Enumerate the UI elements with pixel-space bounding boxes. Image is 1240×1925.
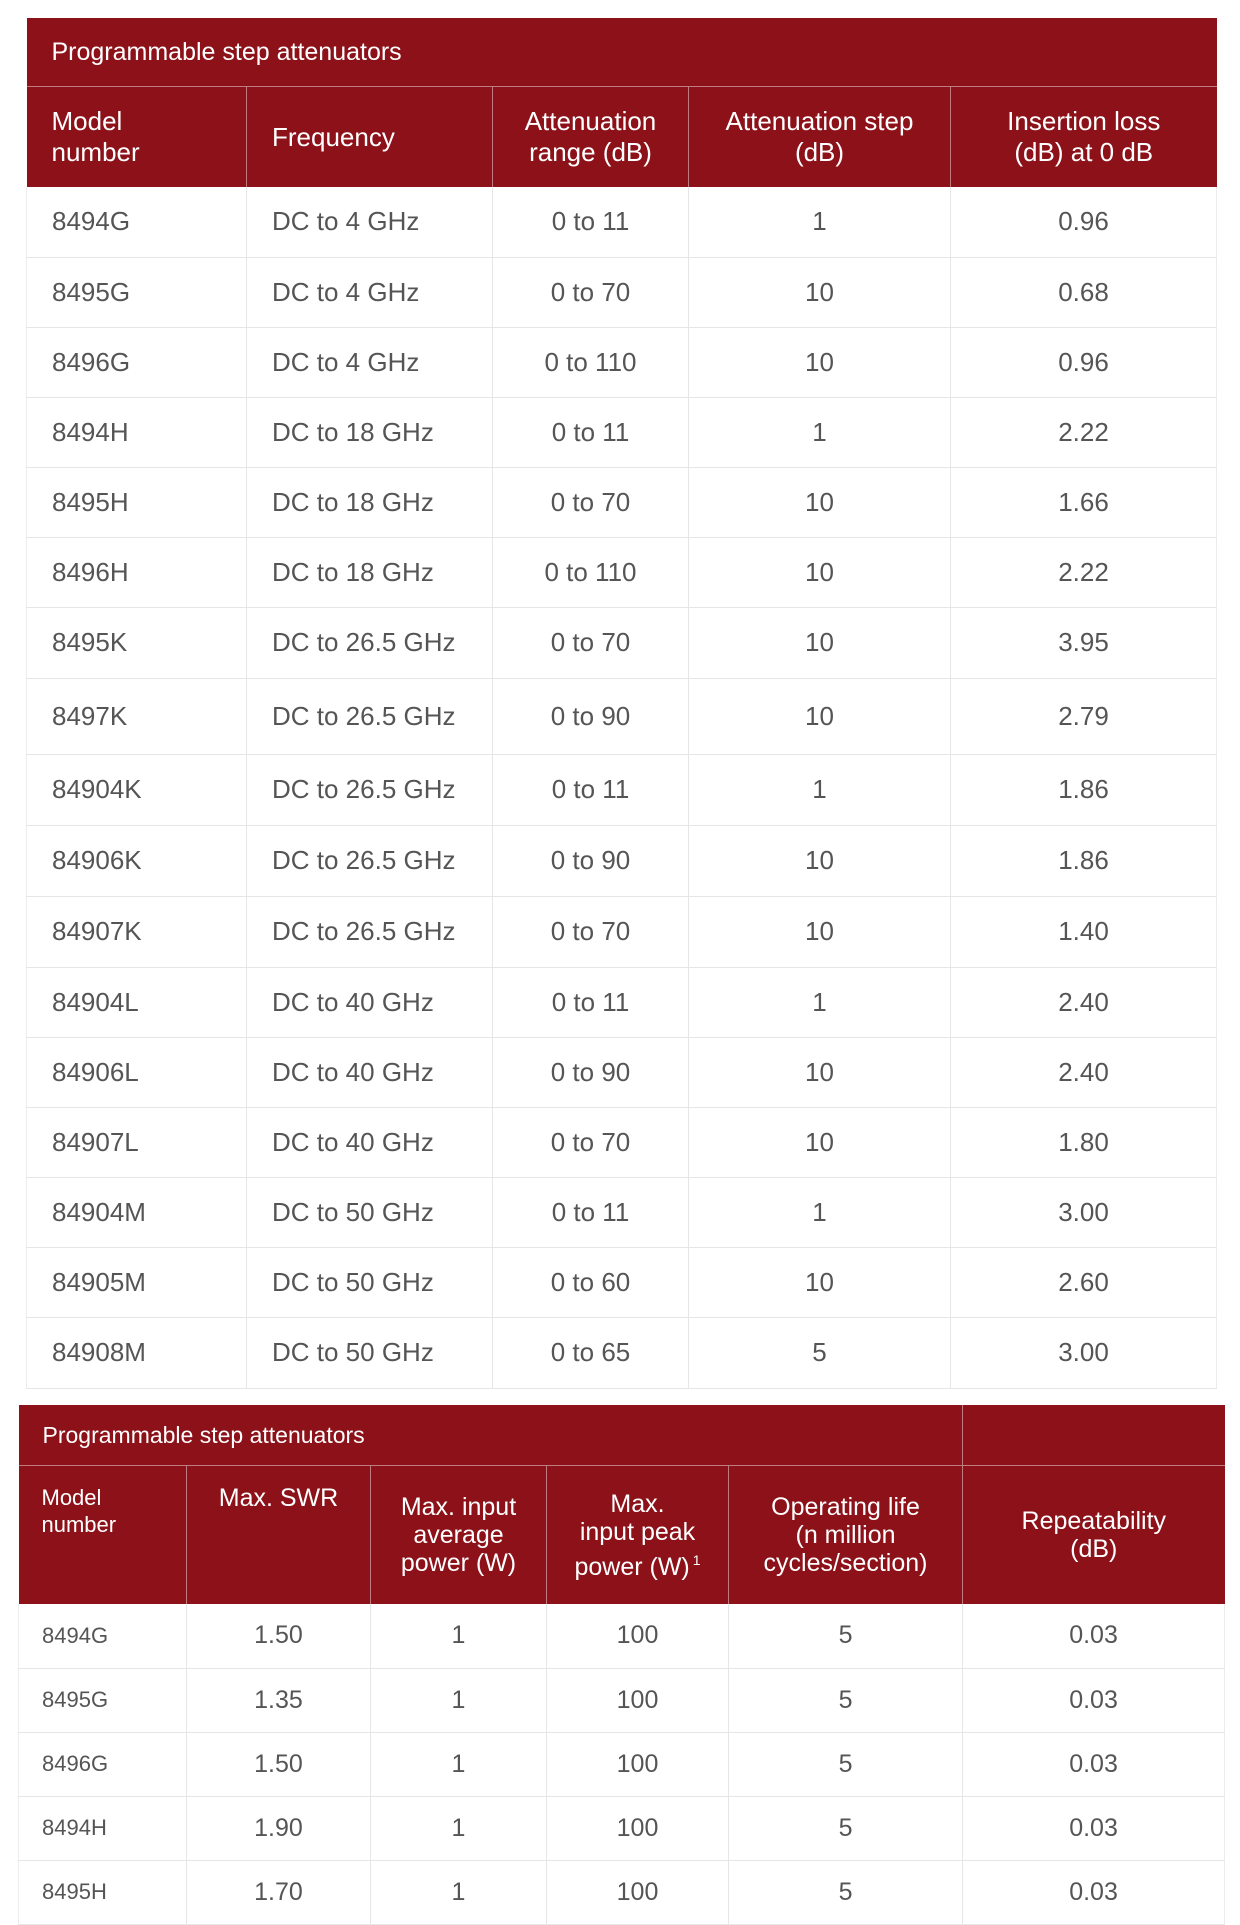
- cell-attenuation-range: 0 to 70: [493, 896, 689, 967]
- cell-max-input-peak-power: 100: [547, 1604, 729, 1668]
- cell-model-number: 84904L: [27, 967, 247, 1037]
- cell-model-number: 8495H: [27, 467, 247, 537]
- table-row: [27, 327, 1217, 397]
- cell-model-number: 8496G: [19, 1732, 187, 1796]
- cell-repeatability: 0.03: [963, 1732, 1225, 1796]
- table-row: [19, 1604, 1225, 1668]
- column-header-attenuation-range: Attenuation range (dB): [493, 87, 689, 188]
- cell-attenuation-step: 10: [689, 825, 951, 896]
- table-row: [27, 187, 1217, 257]
- table-row: [19, 1860, 1225, 1924]
- table-row: [19, 1668, 1225, 1732]
- table-row: [27, 1177, 1217, 1247]
- table-row: [19, 1732, 1225, 1796]
- cell-model-number: 8496G: [27, 327, 247, 397]
- cell-frequency: DC to 50 GHz: [247, 1317, 493, 1388]
- cell-max-swr: 1.50: [187, 1604, 371, 1668]
- cell-insertion-loss: 0.96: [951, 187, 1217, 257]
- table-row: [27, 754, 1217, 825]
- table-row: [27, 678, 1217, 754]
- table-row: [27, 1247, 1217, 1317]
- cell-model-number: 8495G: [19, 1668, 187, 1732]
- cell-operating-life: 5: [729, 1796, 963, 1860]
- cell-insertion-loss: 3.00: [951, 1177, 1217, 1247]
- column-header-max-input-peak-power: Max. input peak power (W) $^1$: [547, 1466, 729, 1605]
- cell-attenuation-step: 10: [689, 678, 951, 754]
- cell-frequency: DC to 18 GHz: [247, 537, 493, 607]
- cell-insertion-loss: 1.80: [951, 1107, 1217, 1177]
- table-row: [27, 467, 1217, 537]
- cell-insertion-loss: 2.22: [951, 537, 1217, 607]
- cell-attenuation-step: 1: [689, 1177, 951, 1247]
- table-body: [19, 1604, 1225, 1924]
- cell-max-swr: 1.90: [187, 1796, 371, 1860]
- cell-operating-life: 5: [729, 1860, 963, 1924]
- cell-insertion-loss: 3.95: [951, 607, 1217, 678]
- table-title: Programmable step attenuators: [51, 37, 402, 66]
- cell-frequency: DC to 50 GHz: [247, 1177, 493, 1247]
- cell-max-input-average-power: 1: [371, 1860, 547, 1924]
- cell-repeatability: 0.03: [963, 1860, 1225, 1924]
- cell-model-number: 84906K: [27, 825, 247, 896]
- cell-max-input-peak-power: 100: [547, 1796, 729, 1860]
- cell-insertion-loss: 1.40: [951, 896, 1217, 967]
- cell-frequency: DC to 50 GHz: [247, 1247, 493, 1317]
- cell-frequency: DC to 26.5 GHz: [247, 896, 493, 967]
- column-header-repeatability: Repeatability (dB): [963, 1466, 1225, 1605]
- cell-attenuation-range: 0 to 70: [493, 607, 689, 678]
- cell-attenuation-step: 10: [689, 1037, 951, 1107]
- cell-model-number: 8494H: [27, 397, 247, 467]
- cell-attenuation-range: 0 to 70: [493, 467, 689, 537]
- cell-attenuation-step: 10: [689, 467, 951, 537]
- column-header-max-swr: Max. SWR: [187, 1466, 371, 1605]
- cell-model-number: 8497K: [27, 678, 247, 754]
- cell-attenuation-range: 0 to 65: [493, 1317, 689, 1388]
- cell-model-number: 84907L: [27, 1107, 247, 1177]
- cell-model-number: 84904K: [27, 754, 247, 825]
- table-row: [27, 537, 1217, 607]
- cell-frequency: DC to 26.5 GHz: [247, 754, 493, 825]
- cell-attenuation-range: 0 to 11: [493, 187, 689, 257]
- table-row: [27, 1317, 1217, 1388]
- cell-frequency: DC to 26.5 GHz: [247, 607, 493, 678]
- cell-model-number: 84908M: [27, 1317, 247, 1388]
- column-header-attenuation-step: Attenuation step (dB): [689, 87, 951, 188]
- cell-model-number: 8496H: [27, 537, 247, 607]
- cell-frequency: DC to 4 GHz: [247, 187, 493, 257]
- attenuator-spec-table-1: [26, 18, 1217, 1389]
- table-row: [27, 257, 1217, 327]
- cell-insertion-loss: 0.96: [951, 327, 1217, 397]
- table-body: [27, 187, 1217, 1388]
- cell-repeatability: 0.03: [963, 1668, 1225, 1732]
- cell-repeatability: 0.03: [963, 1796, 1225, 1860]
- cell-repeatability: 0.03: [963, 1604, 1225, 1668]
- cell-attenuation-range: 0 to 11: [493, 1177, 689, 1247]
- cell-insertion-loss: 2.40: [951, 1037, 1217, 1107]
- table-title: Programmable step attenuators: [42, 1421, 365, 1448]
- cell-attenuation-step: 10: [689, 607, 951, 678]
- cell-model-number: 8494G: [19, 1604, 187, 1668]
- footnote-marker: 1: [692, 1551, 701, 1568]
- table-row: [27, 967, 1217, 1037]
- column-header-model-number: Model number: [19, 1466, 187, 1605]
- cell-attenuation-range: 0 to 110: [493, 537, 689, 607]
- table-row: [27, 607, 1217, 678]
- cell-model-number: 8494H: [19, 1796, 187, 1860]
- cell-insertion-loss: 0.68: [951, 257, 1217, 327]
- cell-model-number: 8495H: [19, 1860, 187, 1924]
- attenuator-spec-table-2: [18, 1405, 1225, 1925]
- cell-attenuation-step: 1: [689, 187, 951, 257]
- column-header-max-input-average-power: Max. input average power (W): [371, 1466, 547, 1605]
- cell-frequency: DC to 26.5 GHz: [247, 678, 493, 754]
- cell-frequency: DC to 18 GHz: [247, 397, 493, 467]
- cell-frequency: DC to 40 GHz: [247, 1037, 493, 1107]
- cell-insertion-loss: 2.40: [951, 967, 1217, 1037]
- cell-model-number: 84906L: [27, 1037, 247, 1107]
- cell-attenuation-range: 0 to 11: [493, 967, 689, 1037]
- cell-attenuation-range: 0 to 11: [493, 754, 689, 825]
- cell-frequency: DC to 26.5 GHz: [247, 825, 493, 896]
- cell-model-number: 8494G: [27, 187, 247, 257]
- column-header-model-number: Model number: [27, 87, 247, 188]
- table-row: [27, 896, 1217, 967]
- cell-attenuation-step: 10: [689, 537, 951, 607]
- cell-frequency: DC to 40 GHz: [247, 1107, 493, 1177]
- table-row: [19, 1796, 1225, 1860]
- cell-attenuation-step: 10: [689, 257, 951, 327]
- cell-operating-life: 5: [729, 1604, 963, 1668]
- cell-max-swr: 1.35: [187, 1668, 371, 1732]
- cell-insertion-loss: 3.00: [951, 1317, 1217, 1388]
- cell-insertion-loss: 1.66: [951, 467, 1217, 537]
- cell-max-input-peak-power: 100: [547, 1668, 729, 1732]
- cell-max-input-average-power: 1: [371, 1732, 547, 1796]
- column-header-frequency: Frequency: [247, 87, 493, 188]
- cell-max-input-peak-power: 100: [547, 1732, 729, 1796]
- cell-attenuation-range: 0 to 11: [493, 397, 689, 467]
- cell-attenuation-range: 0 to 90: [493, 678, 689, 754]
- cell-attenuation-range: 0 to 90: [493, 1037, 689, 1107]
- cell-operating-life: 5: [729, 1732, 963, 1796]
- cell-insertion-loss: 2.22: [951, 397, 1217, 467]
- cell-max-swr: 1.50: [187, 1732, 371, 1796]
- cell-attenuation-range: 0 to 110: [493, 327, 689, 397]
- column-header-operating-life: Operating life (n million cycles/section): [729, 1466, 963, 1605]
- cell-frequency: DC to 40 GHz: [247, 967, 493, 1037]
- cell-attenuation-step: 10: [689, 1107, 951, 1177]
- cell-attenuation-range: 0 to 60: [493, 1247, 689, 1317]
- cell-model-number: 8495G: [27, 257, 247, 327]
- table-row: [27, 1107, 1217, 1177]
- cell-operating-life: 5: [729, 1668, 963, 1732]
- cell-attenuation-step: 10: [689, 1247, 951, 1317]
- header-row: [19, 1466, 1225, 1605]
- cell-frequency: DC to 18 GHz: [247, 467, 493, 537]
- cell-insertion-loss: 1.86: [951, 754, 1217, 825]
- cell-model-number: 84907K: [27, 896, 247, 967]
- cell-attenuation-range: 0 to 70: [493, 257, 689, 327]
- cell-attenuation-range: 0 to 90: [493, 825, 689, 896]
- cell-max-swr: 1.70: [187, 1860, 371, 1924]
- cell-attenuation-step: 1: [689, 754, 951, 825]
- title-spacer-cell: [963, 1405, 1225, 1466]
- header-row: [27, 87, 1217, 188]
- cell-model-number: 84904M: [27, 1177, 247, 1247]
- cell-max-input-peak-power: 100: [547, 1860, 729, 1924]
- cell-insertion-loss: 2.79: [951, 678, 1217, 754]
- cell-max-input-average-power: 1: [371, 1796, 547, 1860]
- column-header-insertion-loss: Insertion loss (dB) at 0 dB: [951, 87, 1217, 188]
- table-row: [27, 825, 1217, 896]
- cell-frequency: DC to 4 GHz: [247, 327, 493, 397]
- cell-attenuation-step: 10: [689, 896, 951, 967]
- cell-model-number: 8495K: [27, 607, 247, 678]
- cell-model-number: 84905M: [27, 1247, 247, 1317]
- cell-attenuation-range: 0 to 70: [493, 1107, 689, 1177]
- cell-attenuation-step: 1: [689, 967, 951, 1037]
- cell-insertion-loss: 2.60: [951, 1247, 1217, 1317]
- cell-max-input-average-power: 1: [371, 1604, 547, 1668]
- cell-max-input-average-power: 1: [371, 1668, 547, 1732]
- cell-insertion-loss: 1.86: [951, 825, 1217, 896]
- cell-attenuation-step: 10: [689, 327, 951, 397]
- cell-attenuation-step: 1: [689, 397, 951, 467]
- table-row: [27, 397, 1217, 467]
- cell-frequency: DC to 4 GHz: [247, 257, 493, 327]
- table-row: [27, 1037, 1217, 1107]
- cell-attenuation-step: 5: [689, 1317, 951, 1388]
